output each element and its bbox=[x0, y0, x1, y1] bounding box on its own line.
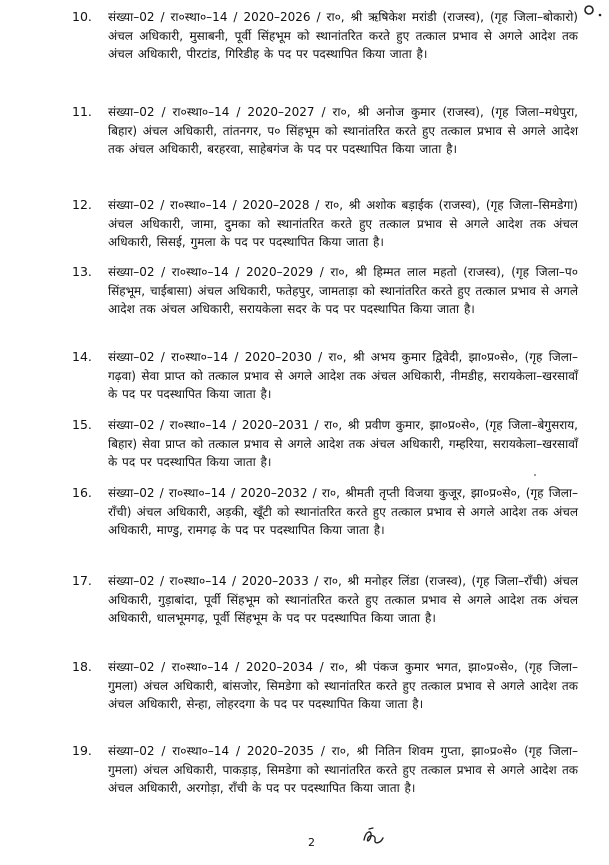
list-item bbox=[72, 196, 578, 252]
item-number: 19. bbox=[72, 743, 92, 758]
item-number: 10. bbox=[72, 9, 92, 24]
item-number: 15. bbox=[72, 417, 92, 432]
item-number: 11. bbox=[72, 104, 92, 119]
item-text: संख्या–02 / रा०स्था०–14 / 2020–2035 / रा०, श्री नितिन शिवम गुप्ता, झा०प्र०से० (गृह जिला–गुमला) अंचल अधिकारी, पाकड़ाड़, सिमडेगा को स्थानांतरित करते हुए तत्काल प्रभाव से अगले आदेश तक अंचल अधिकारी, अरगोड़ा, राँची के पद पर पदस्थापित किया जाता है। bbox=[108, 744, 578, 795]
list-item bbox=[72, 263, 578, 319]
list-item bbox=[72, 348, 578, 404]
item-number: 14. bbox=[72, 349, 92, 364]
item-text: संख्या–02 / रा०स्था०–14 / 2020–2033 / रा०, श्री मनोहर लिंडा (राजस्व), (गृह जिला–राँची) अंचल अधिकारी, गुड़ाबांदा, पूर्वी सिंहभूम को स्थानांतरित करते हुए तत्काल प्रभाव से अगले आदेश तक अंचल अधिकारी, धालभूमगढ़, पूर्वी सिंहभूम के पद पर पदस्थापित किया जाता है। bbox=[108, 574, 578, 625]
list-item bbox=[72, 484, 578, 540]
list-item bbox=[72, 8, 578, 64]
item-number: 12. bbox=[72, 197, 92, 212]
list-item bbox=[72, 742, 578, 798]
item-text: संख्या–02 / रा०स्था०–14 / 2020–2034 / रा०, श्री पंकज कुमार भगत, झा०प्र०से०, (गृह जिला–गुमला) अंचल अधिकारी, बांसजोर, सिमडेगा को स्थानांतरित करते हुए तत्काल प्रभाव से अगले आदेश तक अंचल अधिकारी, सेन्हा, लोहरदगा के पद पर पदस्थापित किया जाता है। bbox=[108, 660, 578, 711]
item-text: संख्या–02 / रा०स्था०–14 / 2020–2032 / रा०, श्रीमती तृप्ती विजया कुजूर, झा०प्र०से०, (गृह जिला–राँची) अंचल अधिकारी, अड़की, खूँटी को स्थानांतरित करते हुए तत्काल प्रभाव से अगले आदेश तक अंचल अधिकारी, माण्डु, रामगढ़ के पद पर पदस्थापित किया जाता है। bbox=[108, 486, 578, 537]
item-number: 13. bbox=[72, 264, 92, 279]
item-text: संख्या–02 / रा०स्था०–14 / 2020–2028 / रा०, श्री अशोक बड़ाईक (राजस्व), (गृह जिला–सिमडेगा) अंचल अधिकारी, जामा, दुमका को स्थानांतरित करते हुए तत्काल प्रभाव से अगले आदेश तक अंचल अधिकारी, सिसई, गुमला के पद पर पदस्थापित किया जाता है। bbox=[108, 198, 578, 249]
page-number: 2 bbox=[308, 836, 315, 849]
handwritten-initials-icon bbox=[360, 826, 388, 848]
item-text: संख्या–02 / रा०स्था०–14 / 2020–2029 / रा०, श्री हिम्मत लाल महतो (राजस्व), (गृह जिला–प० सिंहभूम, चाईबासा) अंचल अधिकारी, फतेहपुर, जामताड़ा को स्थानांतरित करते हुए तत्काल प्रभाव से अगले आदेश तक अंचल अधिकारी, सरायकेला सदर के पद पर पदस्थापित किया जाता है। bbox=[108, 265, 578, 316]
item-text: संख्या–02 / रा०स्था०–14 / 2020–2026 / रा०, श्री ऋषिकेश मरांडी (राजस्व), (गृह जिला–बोकारो) अंचल अधिकारी, मुसाबनी, पूर्वी सिंहभूम को स्थानांतरित करते हुए तत्काल प्रभाव से अगले आदेश तक अंचल अधिकारी, पीरटांड, गिरिडीह के पद पर पदस्थापित किया जाता है। bbox=[108, 10, 578, 61]
item-text: संख्या–02 / रा०स्था०–14 / 2020–2031 / रा०, श्री प्रवीण कुमार, झा०प्र०से०, (गृह जिला–बेगुसराय, बिहार) सेवा प्राप्त को तत्काल प्रभाव से अगले आदेश तक अंचल अधिकारी, गम्हरिया, सरायकेला–खरसावाँ के पद पर पदस्थापित किया जाता है। bbox=[108, 418, 578, 469]
list-item bbox=[72, 103, 578, 159]
scan-speck bbox=[534, 474, 536, 476]
list-item bbox=[72, 416, 578, 472]
item-text: संख्या–02 / रा०स्था०–14 / 2020–2030 / रा०, श्री अभय कुमार द्विवेदी, झा०प्र०से०, (गृह जिला–गढ़वा) सेवा प्राप्त को तत्काल प्रभाव से अगले आदेश तक अंचल अधिकारी, नीमडीह, सरायकेला–खरसावाँ के पद पर पदस्थापित किया जाता है। bbox=[108, 350, 578, 401]
list-item bbox=[72, 658, 578, 714]
item-number: 18. bbox=[72, 659, 92, 674]
item-number: 16. bbox=[72, 485, 92, 500]
list-item bbox=[72, 572, 578, 628]
item-text: संख्या–02 / रा०स्था०–14 / 2020–2027 / रा०, श्री अनोज कुमार (राजस्व), (गृह जिला–मधेपुरा, बिहार) अंचल अधिकारी, तांतनगर, प० सिंहभूम को स्थानांतरित करते हुए तत्काल प्रभाव से अगले आदेश तक अंचल अधिकारी, बरहरवा, साहेबगंज के पद पर पदस्थापित किया जाता है। bbox=[108, 105, 578, 156]
item-number: 17. bbox=[72, 573, 92, 588]
corner-pen-mark-icon bbox=[583, 2, 605, 20]
